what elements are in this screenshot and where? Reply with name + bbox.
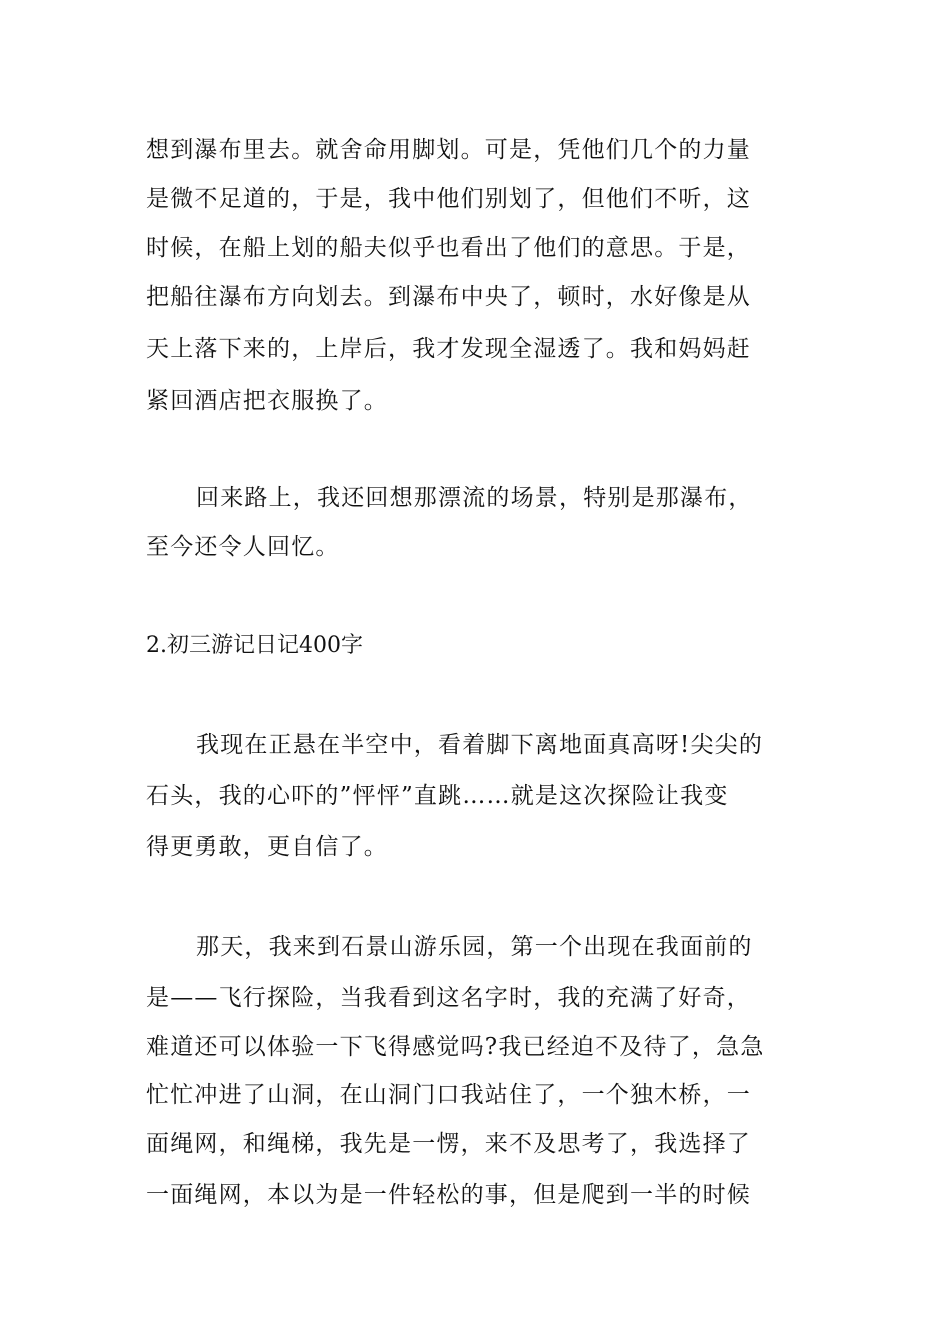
paragraph-4-line-1: 那天，我来到石景山游乐园，第一个出现在我面前的 (196, 934, 753, 960)
paragraph-4-line-6: 一面绳网，本以为是一件轻松的事，但是爬到一半的时候 (146, 1182, 751, 1208)
paragraph-4-line-3: 难道还可以体验一下飞得感觉吗?我已经迫不及待了，急急 (146, 1034, 765, 1060)
paragraph-2-line-2: 至今还令人回忆。 (146, 534, 340, 560)
paragraph-3-line-3: 得更勇敢，更自信了。 (146, 834, 388, 860)
paragraph-1-line-6: 紧回酒店把衣服换了。 (146, 388, 388, 414)
paragraph-1-line-4: 把船往瀑布方向划去。到瀑布中央了，顿时，水好像是从 (146, 284, 751, 310)
paragraph-3-line-2: 石头，我的心吓的”怦怦”直跳……就是这次探险让我变 (146, 783, 729, 809)
section-heading: 2.初三游记日记400字 (146, 633, 363, 658)
paragraph-1-line-5: 天上落下来的，上岸后，我才发现全湿透了。我和妈妈赶 (146, 336, 751, 362)
paragraph-4-line-4: 忙忙冲进了山洞，在山洞门口我站住了，一个独木桥，一 (146, 1082, 751, 1108)
paragraph-4-line-2: 是——飞行探险，当我看到这名字时，我的充满了好奇， (146, 985, 751, 1011)
paragraph-4-line-5: 面绳网，和绳梯，我先是一愣，来不及思考了，我选择了 (146, 1131, 751, 1157)
paragraph-1-line-3: 时候，在船上划的船夫似乎也看出了他们的意思。于是， (146, 235, 751, 261)
paragraph-3-line-1: 我现在正悬在半空中，看着脚下离地面真高呀!尖尖的 (196, 732, 764, 758)
paragraph-1-line-2: 是微不足道的，于是，我中他们别划了，但他们不听，这 (146, 186, 751, 212)
paragraph-2-line-1: 回来路上，我还回想那漂流的场景，特别是那瀑布， (196, 485, 753, 511)
paragraph-1-line-1: 想到瀑布里去。就舍命用脚划。可是，凭他们几个的力量 (146, 137, 751, 163)
